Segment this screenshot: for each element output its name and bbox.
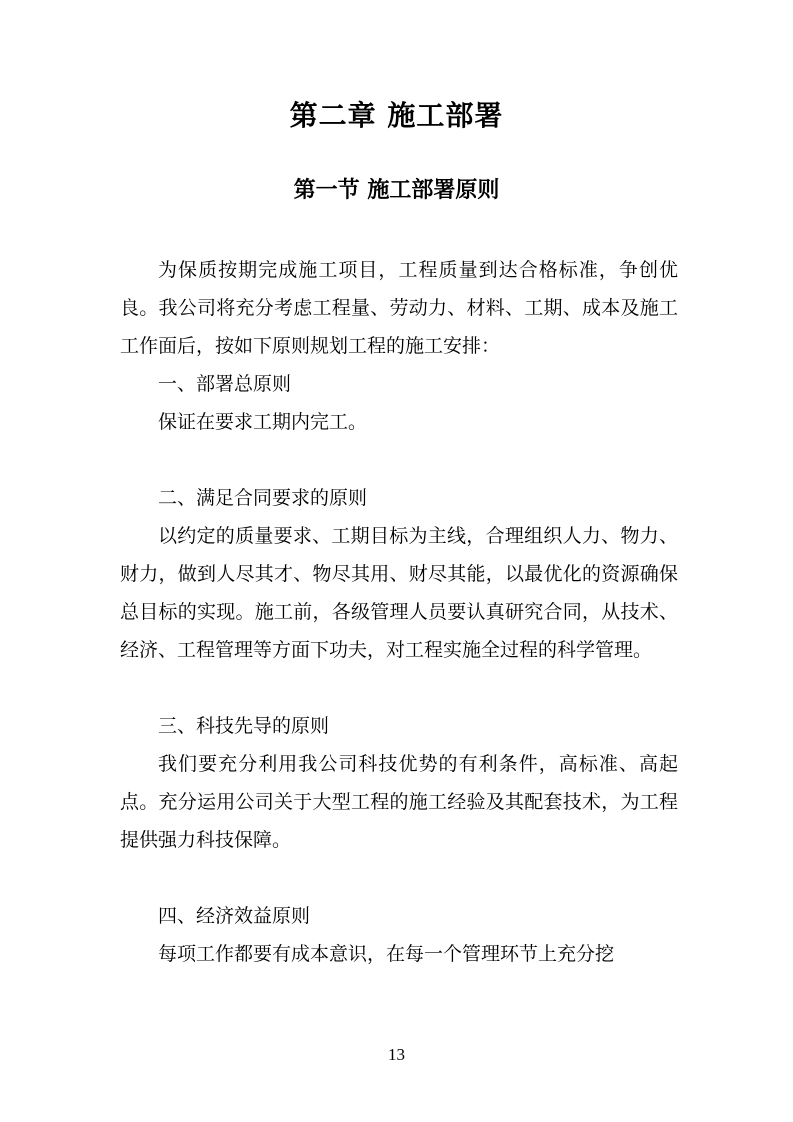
paragraph-spacer xyxy=(120,669,678,707)
paragraph-spacer xyxy=(120,859,678,897)
principle-heading-3: 三、科技先导的原则 xyxy=(158,715,330,737)
principle-heading-1: 一、部署总原则 xyxy=(158,373,292,395)
paragraph-spacer xyxy=(120,441,678,479)
principle-text-2: 以约定的质量要求、工期目标为主线，合理组织人力、物力、财力，做到人尽其才、物尽其用、财尽其能，以最优化的资源确保总目标的实现。施工前，各级管理人员要认真研究合同，从技术、经济、工程管理等方面下功夫，对工程实施全过程的科学管理。 xyxy=(120,525,678,661)
chapter-title: 第二章 施工部署 xyxy=(289,99,504,132)
section-title: 第一节 施工部署原则 xyxy=(293,177,500,203)
principle-text-3: 我们要充分利用我公司科技优势的有利条件，高标准、高起点。充分运用公司关于大型工程的施工经验及其配套技术，为工程提供强力科技保障。 xyxy=(120,753,678,851)
body-text xyxy=(120,251,678,973)
page-number: 13 xyxy=(388,1045,405,1064)
principle-heading-4: 四、经济效益原则 xyxy=(158,905,311,927)
principle-heading-2: 二、满足合同要求的原则 xyxy=(158,487,368,509)
principle-text-4: 每项工作都要有成本意识，在每一个管理环节上充分挖 xyxy=(158,943,615,965)
principle-text-1: 保证在要求工期内完工。 xyxy=(158,411,368,433)
intro-paragraph: 为保质按期完成施工项目，工程质量到达合格标准，争创优良。我公司将充分考虑工程量、劳动力、材料、工期、成本及施工工作面后，按如下原则规划工程的施工安排： xyxy=(120,259,678,357)
